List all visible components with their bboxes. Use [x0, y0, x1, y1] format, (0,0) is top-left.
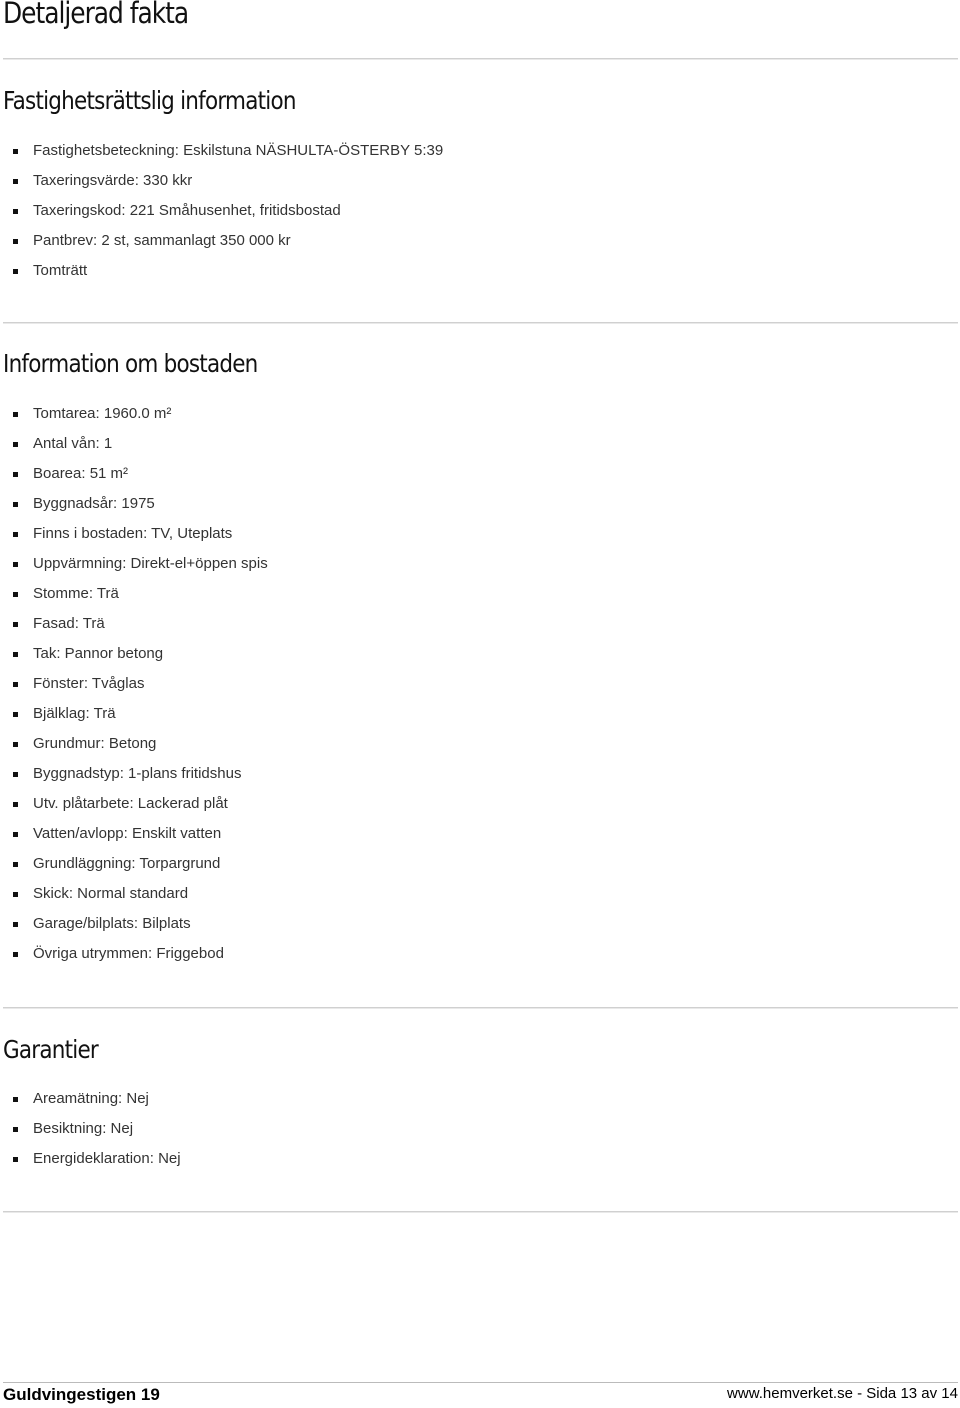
square-bullet-icon	[13, 922, 18, 927]
divider	[3, 58, 958, 60]
square-bullet-icon	[13, 952, 18, 957]
square-bullet-icon	[13, 742, 18, 747]
square-bullet-icon	[13, 269, 18, 274]
list-item: Energideklaration: Nej	[0, 1144, 181, 1174]
list-item: Övriga utrymmen: Friggebod	[0, 939, 268, 969]
housing-info-list	[0, 399, 268, 969]
list-item: Fönster: Tvåglas	[0, 669, 268, 699]
footer-divider	[3, 1382, 958, 1383]
list-item: Fasad: Trä	[0, 609, 268, 639]
square-bullet-icon	[13, 472, 18, 477]
list-item: Boarea: 51 m²	[0, 459, 268, 489]
list-item: Utv. plåtarbete: Lackerad plåt	[0, 789, 268, 819]
square-bullet-icon	[13, 802, 18, 807]
list-item: Byggnadstyp: 1-plans fritidshus	[0, 759, 268, 789]
property-info-list	[0, 136, 443, 286]
list-item: Skick: Normal standard	[0, 879, 268, 909]
page-title: Detaljerad fakta	[3, 0, 189, 30]
square-bullet-icon	[13, 1097, 18, 1102]
list-item: Pantbrev: 2 st, sammanlagt 350 000 kr	[0, 226, 443, 256]
list-item: Taxeringsvärde: 330 kkr	[0, 166, 443, 196]
list-item: Tak: Pannor betong	[0, 639, 268, 669]
square-bullet-icon	[13, 652, 18, 657]
list-item: Tomträtt	[0, 256, 443, 286]
list-item: Vatten/avlopp: Enskilt vatten	[0, 819, 268, 849]
square-bullet-icon	[13, 592, 18, 597]
divider	[3, 1211, 958, 1213]
square-bullet-icon	[13, 412, 18, 417]
list-item: Finns i bostaden: TV, Uteplats	[0, 519, 268, 549]
list-item: Grundmur: Betong	[0, 729, 268, 759]
section-title-housing-info: Information om bostaden	[3, 349, 258, 378]
list-item: Bjälklag: Trä	[0, 699, 268, 729]
square-bullet-icon	[13, 892, 18, 897]
guarantees-list	[0, 1084, 181, 1174]
section-title-guarantees: Garantier	[3, 1035, 98, 1064]
square-bullet-icon	[13, 502, 18, 507]
square-bullet-icon	[13, 832, 18, 837]
square-bullet-icon	[13, 682, 18, 687]
square-bullet-icon	[13, 149, 18, 154]
list-item: Taxeringskod: 221 Småhusenhet, fritidsbostad	[0, 196, 443, 226]
list-item: Uppvärmning: Direkt-el+öppen spis	[0, 549, 268, 579]
square-bullet-icon	[13, 1157, 18, 1162]
list-item: Areamätning: Nej	[0, 1084, 181, 1114]
square-bullet-icon	[13, 532, 18, 537]
divider	[3, 1007, 958, 1009]
square-bullet-icon	[13, 179, 18, 184]
square-bullet-icon	[13, 712, 18, 717]
footer-address: Guldvingestigen 19	[3, 1385, 160, 1404]
list-item: Grundläggning: Torpargrund	[0, 849, 268, 879]
list-item: Fastighetsbeteckning: Eskilstuna NÄSHULTA-ÖSTERBY 5:39	[0, 136, 443, 166]
section-title-property-info: Fastighetsrättslig information	[3, 86, 296, 115]
list-item: Besiktning: Nej	[0, 1114, 181, 1144]
list-item: Stomme: Trä	[0, 579, 268, 609]
square-bullet-icon	[13, 622, 18, 627]
square-bullet-icon	[13, 442, 18, 447]
square-bullet-icon	[13, 1127, 18, 1132]
list-item: Byggnadsår: 1975	[0, 489, 268, 519]
divider	[3, 322, 958, 324]
square-bullet-icon	[13, 239, 18, 244]
list-item: Antal vån: 1	[0, 429, 268, 459]
square-bullet-icon	[13, 562, 18, 567]
footer-page-info: www.hemverket.se - Sida 13 av 14	[727, 1385, 958, 1402]
list-item: Tomtarea: 1960.0 m²	[0, 399, 268, 429]
square-bullet-icon	[13, 209, 18, 214]
square-bullet-icon	[13, 772, 18, 777]
square-bullet-icon	[13, 862, 18, 867]
list-item: Garage/bilplats: Bilplats	[0, 909, 268, 939]
